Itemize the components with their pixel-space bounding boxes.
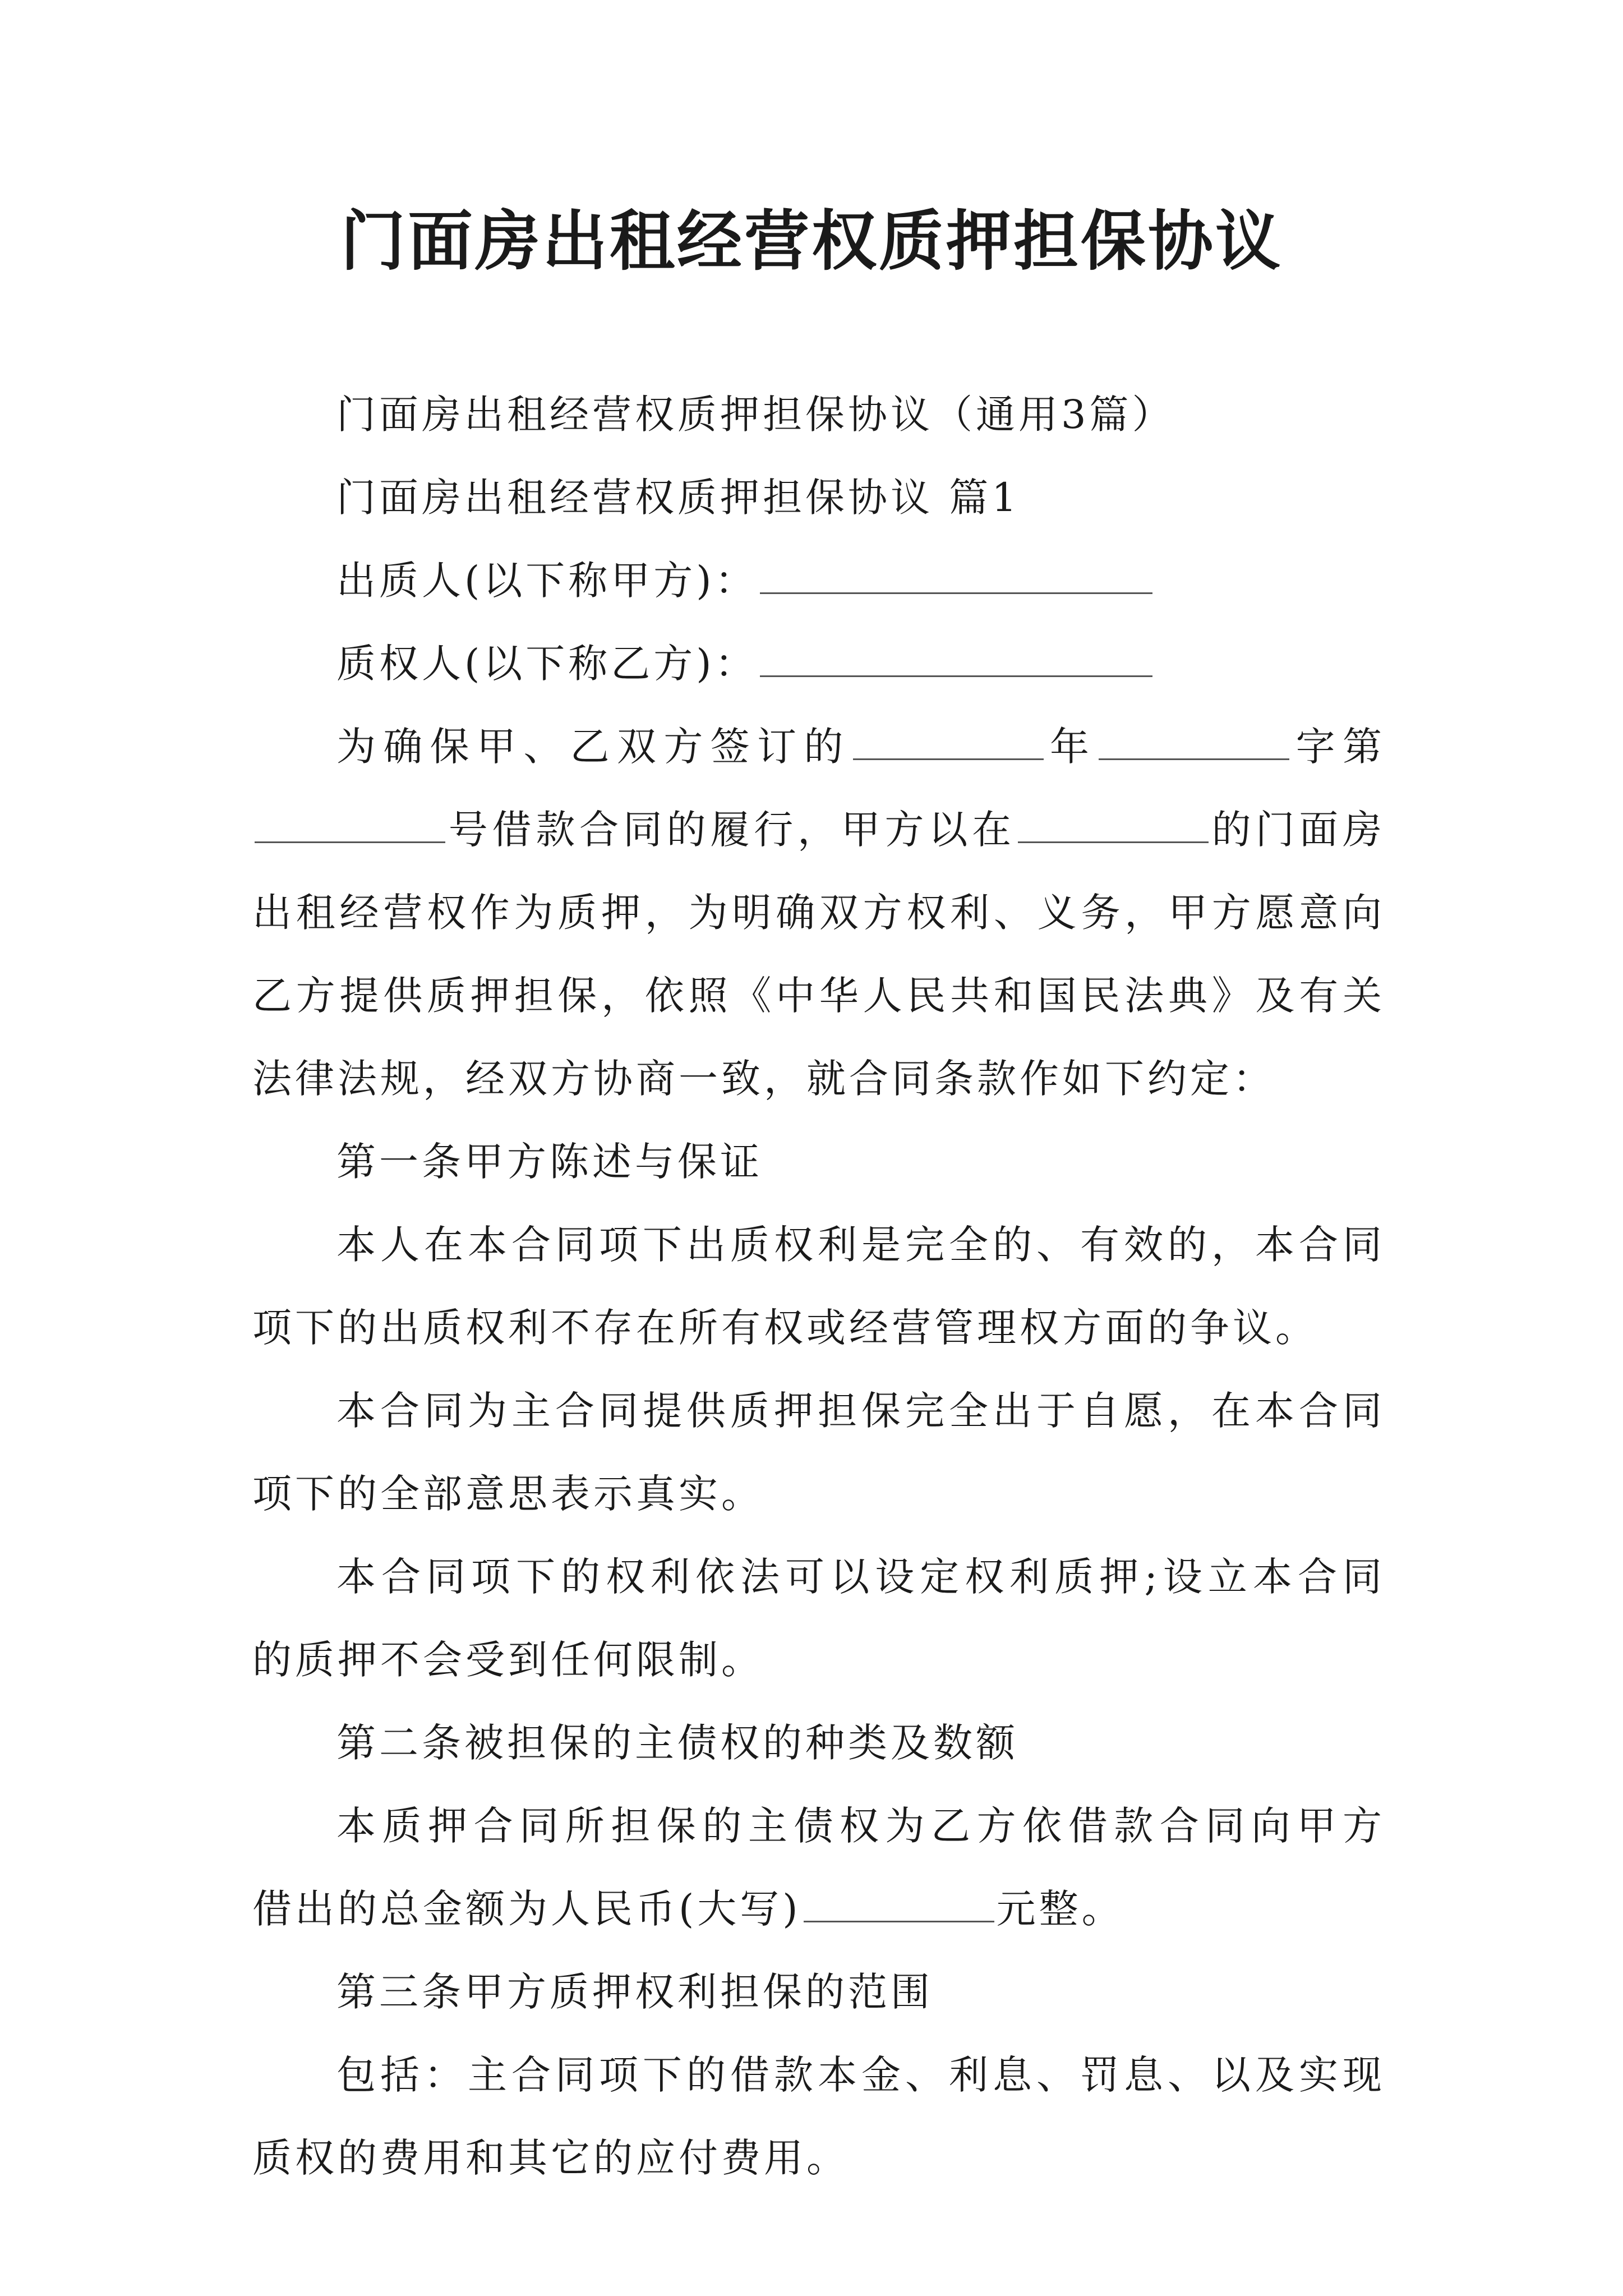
pledgor-line: [252, 539, 1385, 622]
paragraph-line: 本人在本合同项下出质权利是完全的、有效的，本合同: [336, 1222, 1385, 1268]
paragraph-line: [252, 1867, 1385, 1950]
paragraph-line: 质权的费用和其它的应付费用。: [252, 2135, 849, 2181]
subtitle-line: 门面房出租经营权质押担保协议（通用3篇）: [336, 392, 1175, 438]
paragraph-line: 本合同为主合同提供质押担保完全出于自愿，在本合同: [336, 1388, 1385, 1434]
pledgor-label: 出质人(以下称甲方)：: [336, 558, 758, 604]
text-segment: 年: [1045, 724, 1097, 770]
paragraph-line: 项下的出质权利不存在所有权或经营管理权方面的争议。: [252, 1305, 1318, 1351]
text-segment: 的门面房: [1210, 807, 1386, 853]
pledgee-label: 质权人(以下称乙方)：: [336, 641, 758, 687]
paragraph-line: 的质押不会受到任何限制。: [252, 1637, 764, 1683]
paragraph-line: [252, 705, 1385, 788]
article-heading: 第一条甲方陈述与保证: [336, 1139, 763, 1185]
paragraph-line: 本合同项下的权利依法可以设定权利质押;设立本合同: [336, 1554, 1385, 1600]
number-blank: [255, 808, 445, 843]
pledgor-blank: [760, 559, 1152, 594]
paragraph-line: 出租经营权作为质押，为明确双方权利、义务，甲方愿意向: [252, 890, 1385, 936]
article-heading: 第三条甲方质押权利担保的范围: [336, 1969, 933, 2015]
text-segment: 为确保甲、乙双方签订的: [336, 724, 851, 770]
text-segment: 借出的总金额为人民币(大写): [252, 1886, 801, 1932]
year-blank: [853, 725, 1044, 760]
pledgee-line: [252, 622, 1385, 705]
document-title: 门面房出租经营权质押担保协议: [340, 203, 1283, 279]
text-segment: 元整。: [996, 1886, 1124, 1932]
paragraph-line: 法律法规，经双方协商一致，就合同条款作如下约定：: [252, 1056, 1275, 1102]
text-segment: 号借款合同的履行，甲方以在: [448, 807, 1016, 853]
section-heading-1: 门面房出租经营权质押担保协议 篇1: [336, 475, 1020, 521]
paragraph-line: 本质押合同所担保的主债权为乙方依借款合同向甲方: [336, 1803, 1385, 1849]
paragraph-line: 乙方提供质押担保，依照《中华人民共和国民法典》及有关: [252, 973, 1385, 1019]
pledgee-blank: [760, 642, 1152, 677]
location-blank: [1018, 808, 1209, 843]
text-segment: 字第: [1292, 724, 1386, 770]
amount-blank: [804, 1887, 994, 1922]
document-body: [252, 373, 1385, 2200]
paragraph-line: [252, 788, 1385, 871]
word-blank: [1099, 725, 1289, 760]
paragraph-line: 包括：主合同项下的借款本金、利息、罚息、以及实现: [336, 2052, 1385, 2098]
paragraph-line: 项下的全部意思表示真实。: [252, 1471, 764, 1517]
article-heading: 第二条被担保的主债权的种类及数额: [336, 1720, 1018, 1766]
